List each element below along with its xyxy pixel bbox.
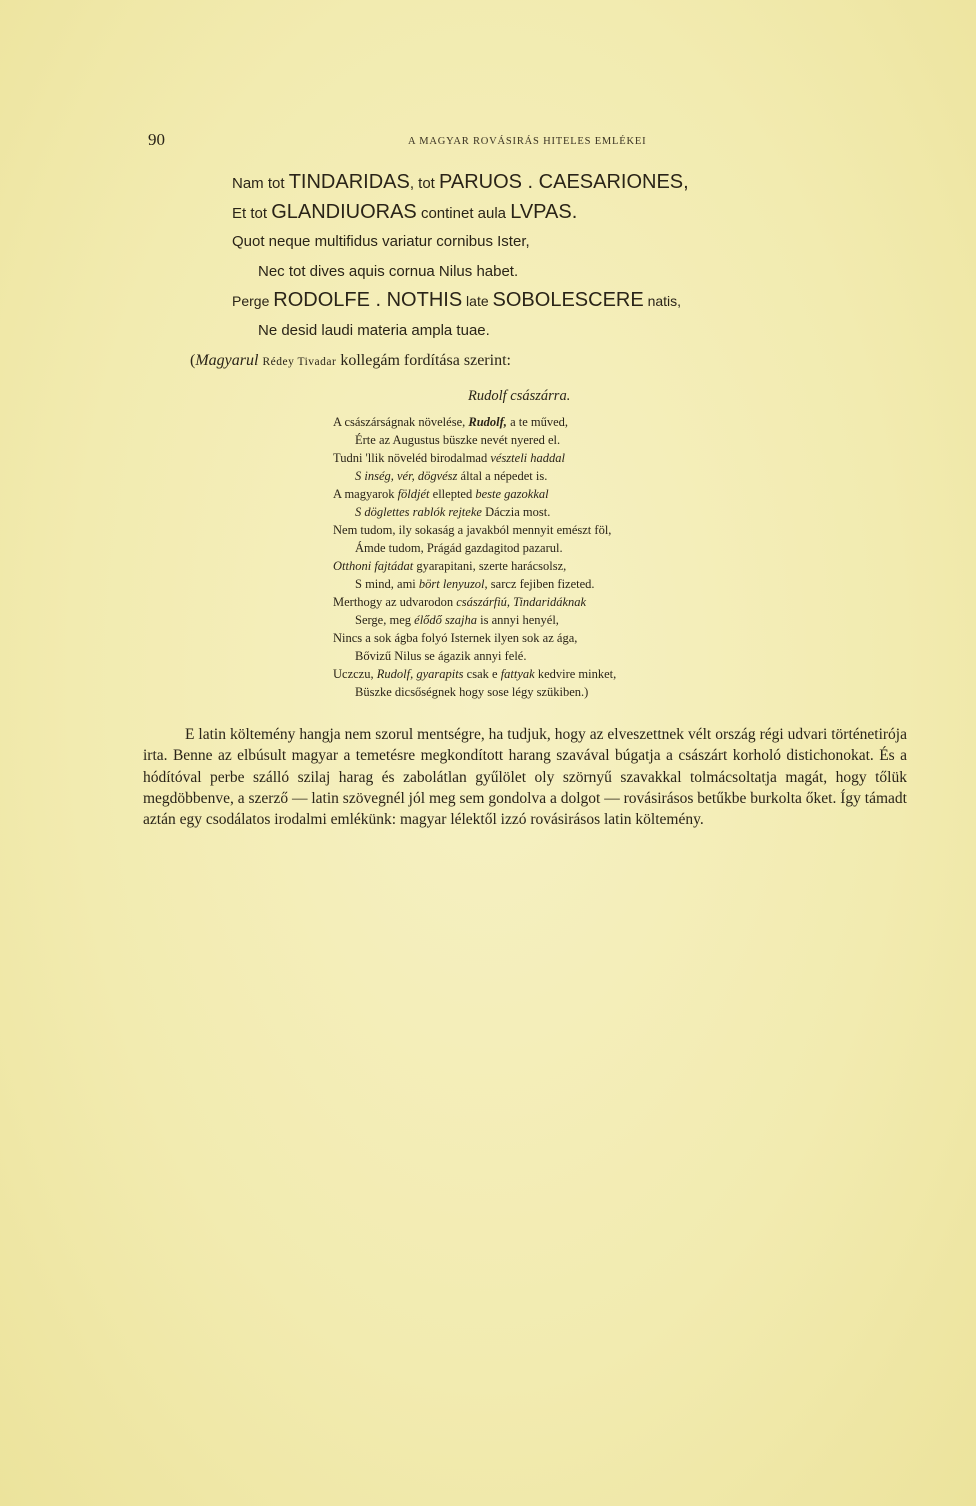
poem-line: S döglettes rablók rejteke Dáczia most. bbox=[355, 505, 551, 519]
running-head: A MAGYAR ROVÁSIRÁS HITELES EMLÉKEI bbox=[408, 136, 647, 147]
page-number: 90 bbox=[148, 130, 165, 149]
latin-line: Ne desid laudi materia ampla tuae. bbox=[258, 321, 490, 339]
latin-line: Perge RODOLFE . NOTHIS late SOBOLESCERE natis, bbox=[232, 289, 682, 311]
poem-line: Tudni 'llik növeléd birodalmad vészteli haddal bbox=[333, 451, 565, 465]
poem-line: Serge, meg élődő szajha is annyi henyél, bbox=[355, 613, 559, 627]
poem-line: Büszke dicsőségnek hogy sose légy szükiben.) bbox=[355, 685, 589, 699]
poem-line: Merthogy az udvarodon császárfiú, Tindaridáknak bbox=[333, 595, 587, 609]
poem-line: Érte az Augustus büszke nevét nyered el. bbox=[355, 433, 561, 447]
poem-line: Ámde tudom, Prágád gazdagitod pazarul. bbox=[355, 541, 563, 555]
paragraph-text: E latin költemény hangja nem szorul mentségre, ha tudjuk, hogy az elveszettnek vélt ország régi udvari történetirója irta. Benne az elbúsult magyar a temetésre megkondított harang szavával búgatja a császárt korholó distichonokat. És a hódítóval perbe szálló szilaj harag és zabolátlan gyűlölet oly szörnyű szavakkal tolmácsoltatja magát, hogy tőlük megdöbbenve, a szerző — latin szövegnél jól meg sem gondolva a dolgot — rovásirásos betűkbe burkolta őket. Így támadt aztán egy csodálatos irodalmi emlékünk: magyar lélektől izzó rovásirásos latin költemény. bbox=[143, 726, 907, 829]
latin-line: Quot neque multifidus variatur cornibus Ister, bbox=[232, 233, 530, 250]
latin-line: Nam tot TINDARIDAS, tot PARUOS . CAESARIONES, bbox=[232, 171, 689, 193]
hungarian-poem bbox=[333, 413, 616, 701]
poem-title: Rudolf császárra. bbox=[468, 388, 571, 404]
poem-line: Uczczu, Rudolf, gyarapits csak e fattyak kedvire minket, bbox=[333, 667, 617, 681]
latin-line: Et tot GLANDIUORAS continet aula LVPAS. bbox=[232, 200, 578, 223]
poem-line: Bővizű Nilus se ágazik annyi felé. bbox=[355, 649, 527, 663]
poem-line: Nem tudom, ily sokaság a javakból mennyit emészt föl, bbox=[333, 523, 612, 537]
poem-line: A császárságnak növelése, Rudolf, a te műved, bbox=[333, 415, 569, 429]
body-paragraph bbox=[143, 724, 907, 830]
poem-line: S mind, ami bört lenyuzol, sarcz fejiben fizeted. bbox=[355, 577, 595, 591]
poem-line: Nincs a sok ágba folyó Isternek ilyen sok az ága, bbox=[333, 631, 578, 645]
poem-line: A magyarok földjét ellepted beste gazokkal bbox=[333, 487, 549, 501]
poem-line: Otthoni fajtádat gyarapitani, szerte harácsolsz, bbox=[333, 559, 567, 573]
poem-line: S inség, vér, dögvész által a népedet is. bbox=[355, 469, 548, 483]
latin-poem bbox=[232, 168, 689, 345]
translation-intro: (Magyarul Rédey Tivadar kollegám fordítása szerint: bbox=[190, 352, 511, 369]
latin-line: Nec tot dives aquis cornua Nilus habet. bbox=[258, 262, 519, 280]
